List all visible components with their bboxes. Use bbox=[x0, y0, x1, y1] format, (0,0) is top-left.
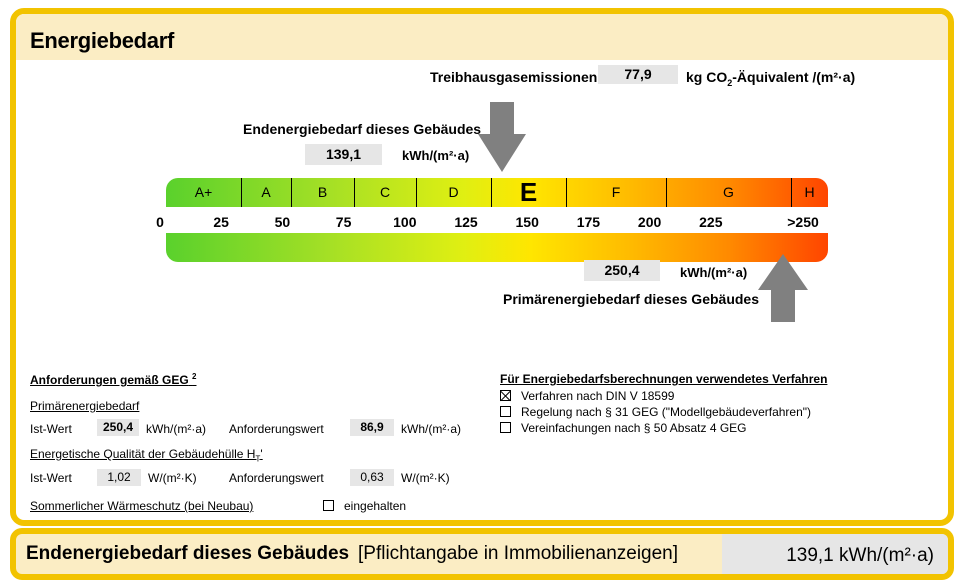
class-separator bbox=[241, 178, 242, 207]
ist-huelle-value: 1,02 bbox=[97, 469, 141, 486]
procedure-option-label: Verfahren nach DIN V 18599 bbox=[521, 389, 675, 403]
class-separator bbox=[416, 178, 417, 207]
sommer-label: Sommerlicher Wärmeschutz (bei Neubau) bbox=[30, 499, 254, 513]
anf-huelle-value: 0,63 bbox=[350, 469, 394, 486]
primaer-label: Primärenergiebedarf dieses Gebäudes bbox=[503, 291, 759, 307]
class-separator bbox=[791, 178, 792, 207]
energy-class-d: D bbox=[448, 184, 459, 200]
energy-class-scale bbox=[166, 178, 828, 207]
class-separator bbox=[566, 178, 567, 207]
scale-tick: 75 bbox=[335, 214, 352, 230]
scale-tick: 25 bbox=[213, 214, 229, 230]
anf-primaer-value: 86,9 bbox=[350, 419, 394, 436]
procedure-checkbox[interactable] bbox=[500, 422, 511, 433]
huelle-heading: Energetische Qualität der Gebäudehülle $H_T'$ bbox=[30, 447, 263, 464]
procedure-option-label: Vereinfachungen nach § 50 Absatz 4 GEG bbox=[521, 421, 747, 435]
emissions-unit: kg $CO_2$-Äquivalent /(m²·a) bbox=[686, 69, 856, 88]
eingehalten-label: eingehalten bbox=[344, 499, 407, 513]
energy-certificate-card bbox=[10, 8, 954, 526]
energy-class-f: F bbox=[611, 184, 621, 200]
ist-wert-label: Ist-Wert bbox=[30, 422, 72, 436]
primaer-heading: Primärenergiebedarf bbox=[30, 399, 140, 413]
footer-subtitle: [Pflichtangabe in Immobilienanzeigen] bbox=[358, 543, 679, 564]
emissions-value: 77,9 bbox=[598, 65, 678, 84]
energy-class-c: C bbox=[379, 184, 391, 200]
scale-tick: 150 bbox=[515, 214, 539, 230]
anforderungswert-label: Anforderungswert bbox=[229, 422, 324, 436]
anf-huelle-unit: W/(m²·K) bbox=[401, 471, 450, 485]
endenergie-unit: kWh/(m²·a) bbox=[402, 148, 470, 163]
energy-class-b: B bbox=[317, 184, 328, 200]
procedure-title: Für Energiebedarfsberechnungen verwendetes Verfahren bbox=[500, 372, 828, 386]
eingehalten-checkbox[interactable] bbox=[323, 500, 334, 511]
ist-primaer-value: 250,4 bbox=[97, 419, 139, 436]
footer-value: 139,1 kWh/(m²·a) bbox=[786, 545, 934, 566]
card-header bbox=[16, 14, 948, 60]
energy-class-a: A bbox=[261, 184, 271, 200]
endenergie-arrow-icon bbox=[478, 102, 526, 172]
scale-tick: >250 bbox=[787, 214, 819, 230]
class-separator bbox=[491, 178, 492, 207]
class-separator bbox=[354, 178, 355, 207]
procedure-checkbox[interactable] bbox=[500, 406, 511, 417]
primaer-unit: kWh/(m²·a) bbox=[680, 265, 748, 280]
scale-tick: 100 bbox=[393, 214, 417, 230]
ist-primaer-unit: kWh/(m²·a) bbox=[146, 422, 206, 436]
footer-bar bbox=[10, 528, 954, 580]
scale-tick: 50 bbox=[274, 214, 291, 230]
anforderungswert-label-2: Anforderungswert bbox=[229, 471, 324, 485]
primaer-arrow-icon bbox=[758, 254, 808, 322]
energy-class-aplus: A+ bbox=[194, 184, 213, 200]
endenergie-label: Endenergiebedarf dieses Gebäudes bbox=[243, 121, 482, 137]
scale-tick: 225 bbox=[699, 214, 723, 230]
card-title: Energiebedarf bbox=[30, 28, 175, 53]
class-separator bbox=[291, 178, 292, 207]
ist-huelle-unit: W/(m²·K) bbox=[148, 471, 197, 485]
procedure-option-label: Regelung nach § 31 GEG ("Modellgebäudeverfahren") bbox=[521, 405, 812, 419]
procedure-checkbox[interactable] bbox=[500, 390, 511, 401]
scale-tick: 125 bbox=[454, 214, 478, 230]
scale-tick: 0 bbox=[156, 214, 164, 230]
footer-title: Endenergiebedarf dieses Gebäudes bbox=[26, 543, 350, 564]
requirements-title: Anforderungen gemäß GEG $^2$ bbox=[30, 372, 197, 387]
class-separator bbox=[666, 178, 667, 207]
primary-energy-scale bbox=[166, 233, 828, 262]
anf-primaer-unit: kWh/(m²·a) bbox=[401, 422, 461, 436]
ist-wert-label-2: Ist-Wert bbox=[30, 471, 72, 485]
energy-class-h: H bbox=[804, 184, 815, 200]
endenergie-value: 139,1 bbox=[305, 144, 382, 165]
emissions-label: Treibhausgasemissionen bbox=[430, 69, 598, 85]
primaer-value: 250,4 bbox=[584, 260, 660, 281]
energy-class-e: E bbox=[519, 178, 538, 207]
scale-tick: 200 bbox=[637, 214, 662, 230]
energy-class-g: G bbox=[723, 184, 734, 200]
scale-tick: 175 bbox=[576, 214, 601, 230]
